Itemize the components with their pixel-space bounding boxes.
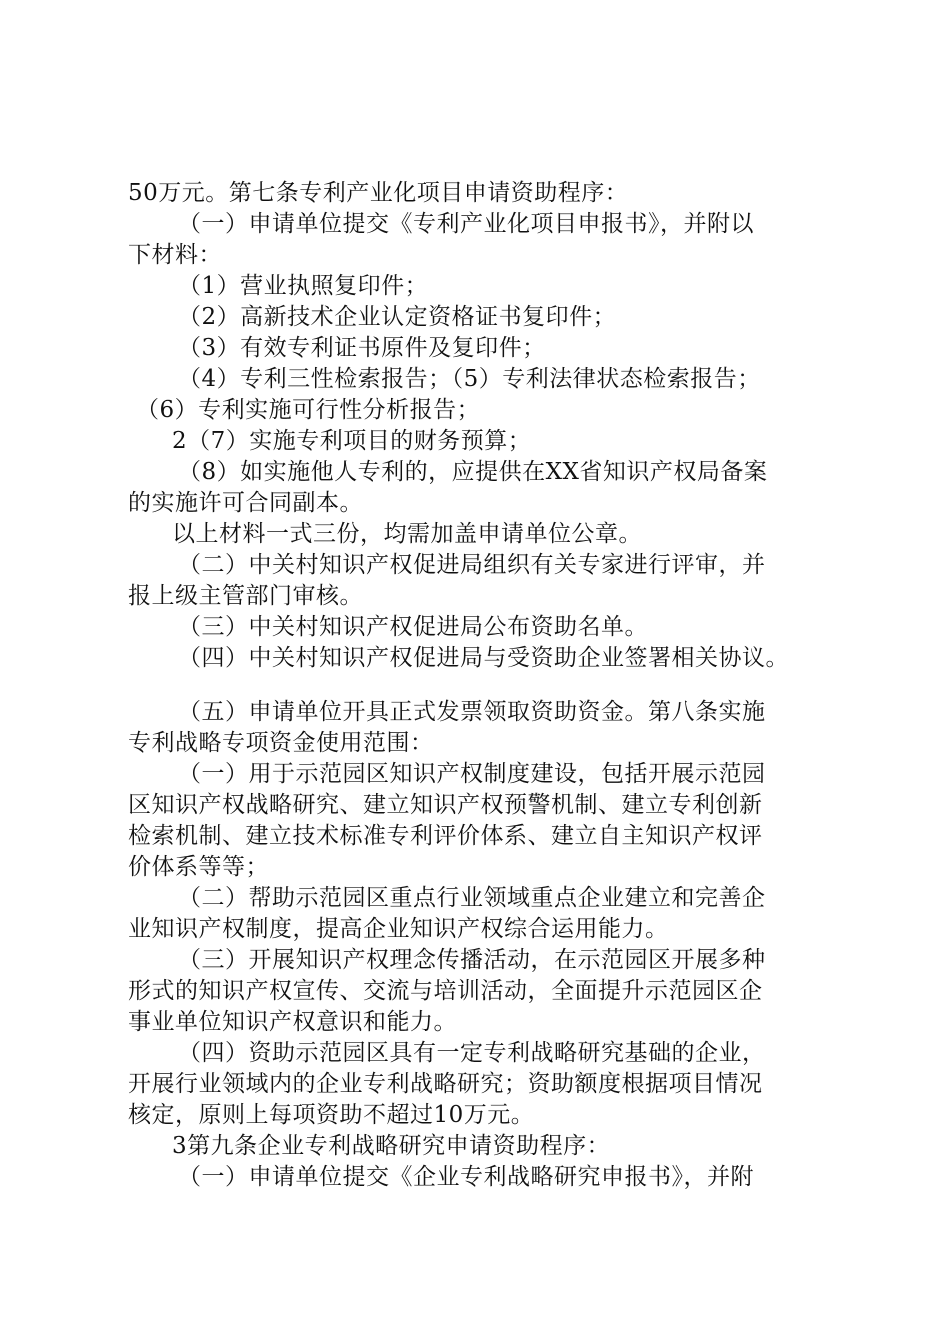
text-line: （三）中关村知识产权促进局公布资助名单。 — [178, 614, 648, 640]
text-line: 形式的知识产权宣传、交流与培训活动，全面提升示范园区企 — [128, 978, 763, 1004]
text-line: （四）资助示范园区具有一定专利战略研究基础的企业， — [178, 1040, 766, 1066]
text-line: （8）如实施他人专利的，应提供在XX省知识产权局备案 — [178, 459, 768, 485]
text-line: （2）高新技术企业认定资格证书复印件； — [178, 304, 617, 330]
text-line: 检索机制、建立技术标准专利评价体系、建立自主知识产权评 — [128, 823, 763, 849]
text-line: （一）用于示范园区知识产权制度建设，包括开展示范园 — [178, 761, 766, 787]
text-line: 3第九条企业专利战略研究申请资助程序： — [172, 1133, 611, 1159]
text-line: 开展行业领域内的企业专利战略研究；资助额度根据项目情况 — [128, 1071, 763, 1097]
text-line: （二）中关村知识产权促进局组织有关专家进行评审，并 — [178, 552, 766, 578]
text-line: 事业单位知识产权意识和能力。 — [128, 1009, 457, 1035]
text-line: 以上材料一式三份，均需加盖申请单位公章。 — [172, 521, 642, 547]
text-line: 核定，原则上每项资助不超过10万元。 — [128, 1102, 535, 1128]
text-line: （一）申请单位提交《专利产业化项目申报书》，并附以 — [178, 211, 754, 237]
text-line: 报上级主管部门审核。 — [128, 583, 363, 609]
text-line: 价体系等等； — [128, 854, 269, 880]
text-line: （3）有效专利证书原件及复印件； — [178, 335, 546, 361]
text-line: （二）帮助示范园区重点行业领域重点企业建立和完善企 — [178, 885, 766, 911]
text-line: 业知识产权制度，提高企业知识产权综合运用能力。 — [128, 916, 669, 942]
text-line: （6）专利实施可行性分析报告； — [136, 397, 481, 423]
text-line: 下材料： — [128, 242, 222, 268]
text-line: 的实施许可合同副本。 — [128, 490, 363, 516]
text-line: 专利战略专项资金使用范围： — [128, 730, 434, 756]
text-line: 区知识产权战略研究、建立知识产权预警机制、建立专利创新 — [128, 792, 763, 818]
text-line: （四）中关村知识产权促进局与受资助企业签署相关协议。 — [178, 645, 789, 671]
text-line: （五）申请单位开具正式发票领取资助资金。第八条实施 — [178, 699, 766, 725]
text-line: 50万元。第七条专利产业化项目申请资助程序： — [128, 180, 629, 206]
text-line: （1）营业执照复印件； — [178, 273, 429, 299]
text-line: （一）申请单位提交《企业专利战略研究申报书》，并附 — [178, 1164, 754, 1190]
text-line: （4）专利三性检索报告；（5）专利法律状态检索报告； — [178, 366, 761, 392]
text-line: 2（7）实施专利项目的财务预算； — [172, 428, 532, 454]
text-line: （三）开展知识产权理念传播活动，在示范园区开展多种 — [178, 947, 766, 973]
